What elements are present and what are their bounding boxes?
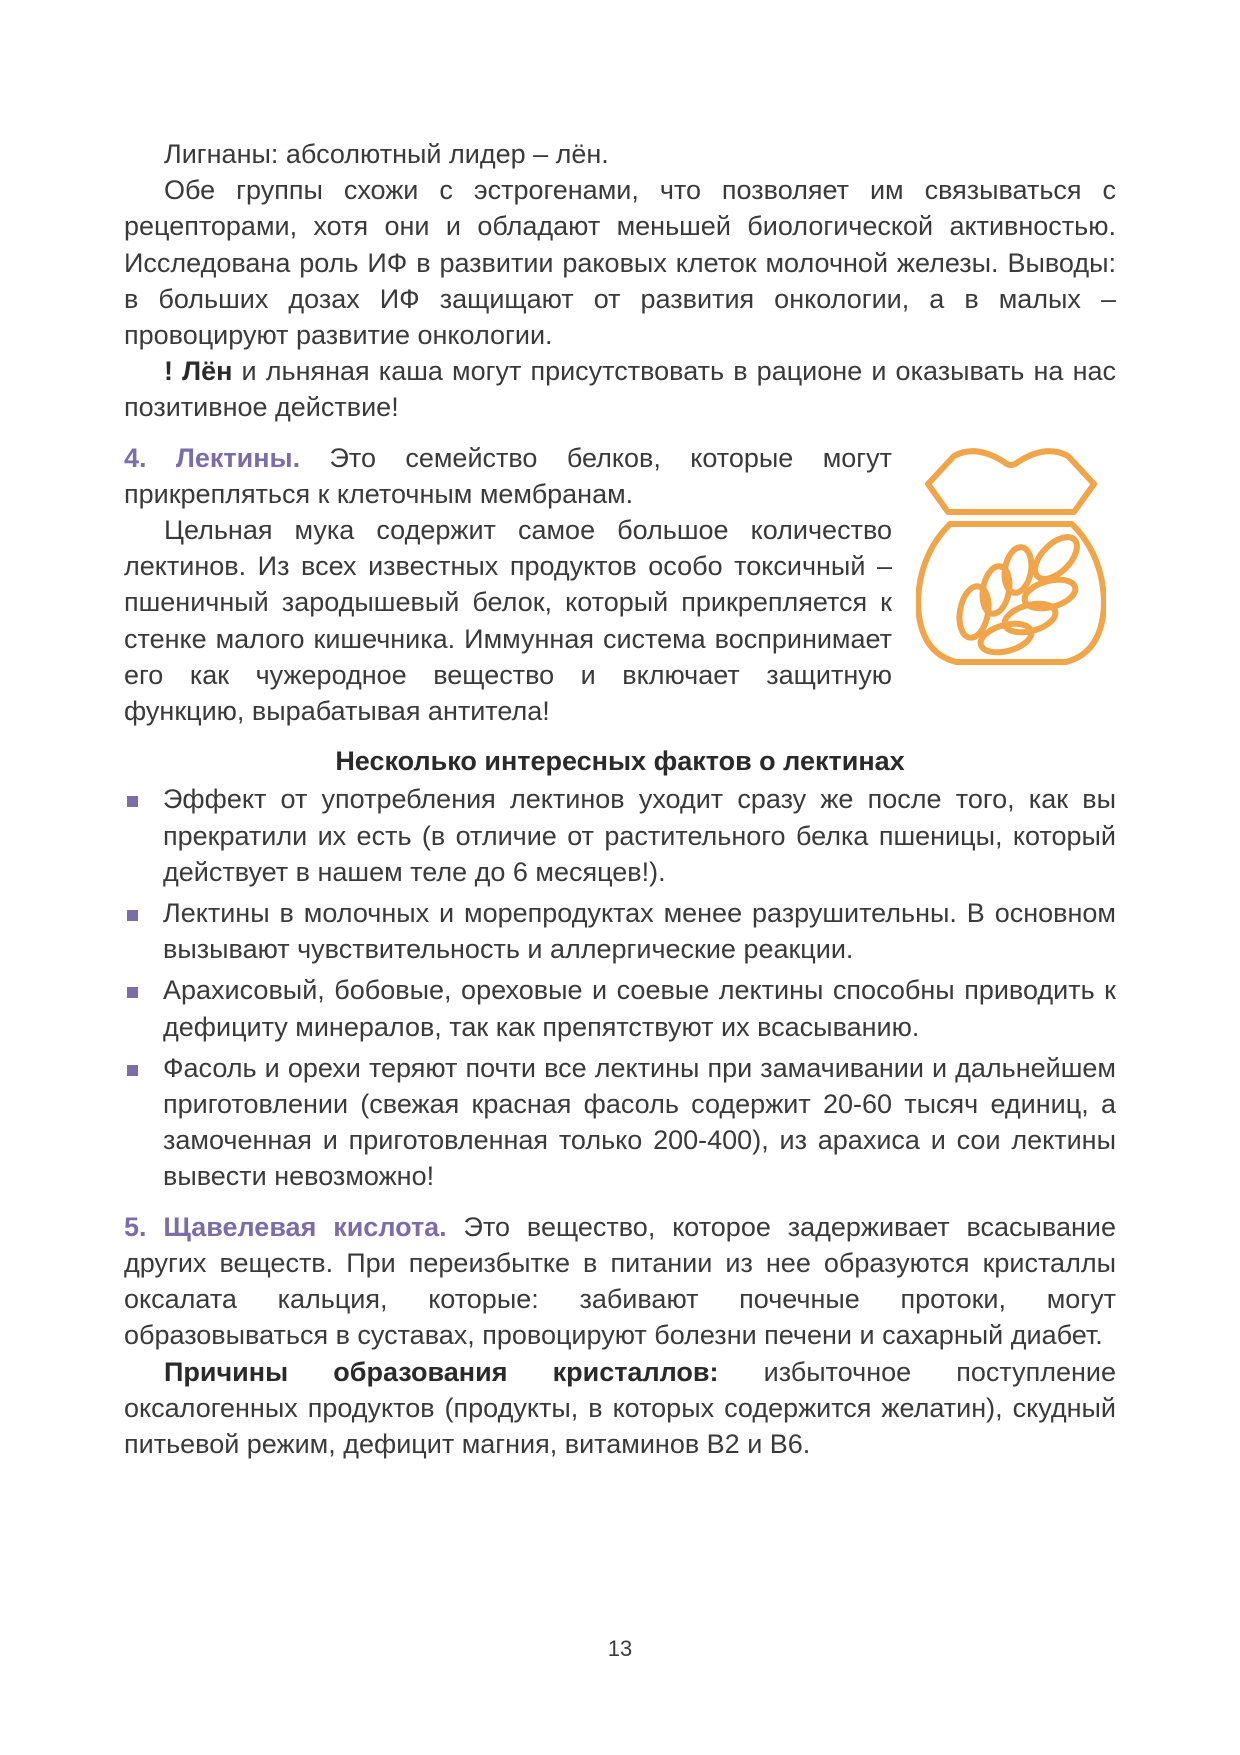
fact-text: Арахисовый, бобовые, ореховые и соевые лектины способны приводить к дефициту минералов, так как препятствуют их всасыванию. — [163, 975, 1116, 1042]
square-bullet-icon — [127, 1065, 138, 1076]
fact-item — [124, 781, 1116, 890]
sack-tie-top — [928, 451, 1094, 512]
flax-note-paragraph — [124, 353, 1116, 425]
flax-note-mark: ! Лён — [164, 356, 233, 387]
fact-item — [124, 895, 1116, 967]
lignans-paragraph: Лигнаны: абсолютный лидер – лён. — [164, 139, 609, 169]
page-number: 13 — [607, 1636, 633, 1661]
estrogens-paragraph: Обе группы схожи с эстрогенами, что позволяет им связываться с рецепторами, хотя они и обладают меньшей биологической активностью. Исследована роль ИФ в развитии раковых клеток молочной железы. Выводы: в больших дозах ИФ защищают от развития онкологии, а в малых – провоцируют развитие онкологии. — [124, 175, 1116, 351]
facts-list — [124, 781, 1116, 1194]
section-4-intro: Это семейство белков, которые могут прикрепляться к клеточным мембранам. — [124, 442, 892, 509]
fact-item — [124, 1050, 1116, 1195]
fact-item — [124, 972, 1116, 1044]
section-lectins — [124, 440, 1116, 730]
section-4-heading: 4. Лектины. — [124, 442, 301, 473]
section-5-heading: 5. Щавелевая кислота. — [124, 1211, 447, 1242]
fact-text: Фасоль и орехи теряют почти все лектины при замачивании и дальнейшем приготовлении (свежая красная фасоль содержит 20-60 тысяч единиц, а замоченная и приготовленная только 200-400), из арахиса и сои лектины вывести невозможно! — [163, 1052, 1116, 1192]
lectins-body: Цельная мука содержит самое большое количество лектинов. Из всех известных продуктов особо токсичный – пшеничный зародышевый белок, который прикрепляется к стенке малого кишечника. Иммунная система воспринимает его как чужеродное вещество и включает защитную функцию, вырабатывая антитела! — [124, 515, 892, 727]
square-bullet-icon — [127, 910, 138, 921]
facts-title: Несколько интересных фактов о лектинах — [335, 746, 905, 777]
document-page — [124, 136, 1116, 1462]
section-5-intro: Это вещество, которое задерживает всасывание других веществ. При переизбытке в питании из нее образуются кристаллы оксалата кальция, которые: забивают почечные протоки, могут образовываться в суставах, провоцируют болезни печени и сахарный диабет. — [124, 1211, 1116, 1351]
fact-text: Лектины в молочных и морепродуктах менее разрушительны. В основном вызывают чувствительность и аллергические реакции. — [163, 898, 1116, 965]
square-bullet-icon — [127, 987, 138, 998]
square-bullet-icon — [127, 796, 138, 807]
oxalic-intro — [124, 1209, 1116, 1354]
section-oxalic-acid — [124, 1209, 1116, 1462]
causes-label: Причины образования кристаллов: — [164, 1356, 719, 1387]
flax-note-text: и льняная каша могут присутствовать в рационе и оказывать на нас позитивное действие! — [124, 356, 1117, 423]
grain-sack-icon — [916, 442, 1106, 667]
grain-sack-illustration — [916, 442, 1116, 672]
causes-text: избыточное поступление оксалогенных продуктов (продукты, в которых содержится желатин), скудный питьевой режим, дефицит магния, витаминов В2 и В6. — [124, 1356, 1116, 1459]
crystal-causes — [124, 1354, 1116, 1463]
fact-text: Эффект от употребления лектинов уходит сразу же после того, как вы прекратили их есть (в отличие от растительного белка пшеницы, который действует в нашем теле до 6 месяцев!). — [163, 784, 1116, 887]
